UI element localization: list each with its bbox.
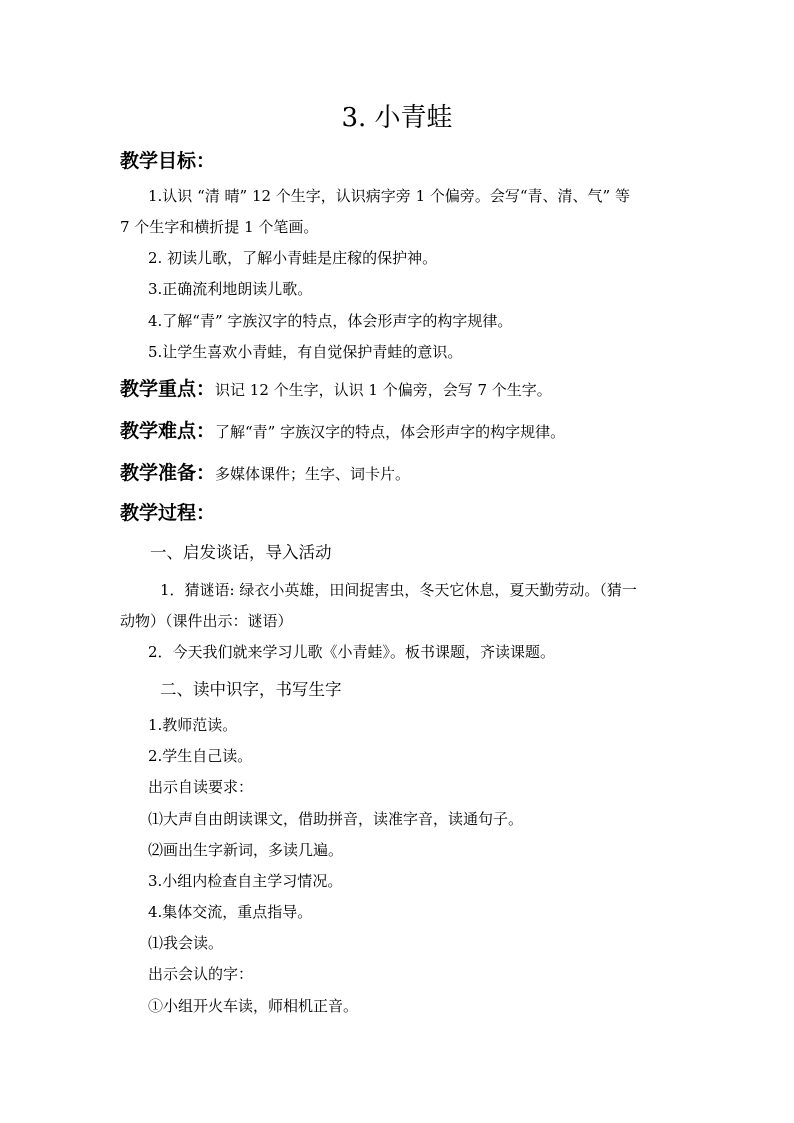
- process-heading: 教学过程：: [120, 502, 216, 524]
- objective-4: 4.了解“青” 字族汉字的特点，体会形声字的构字规律。: [148, 312, 513, 330]
- process-s2-item-2: 2.学生自己读。: [148, 747, 253, 765]
- objective-1-line-2: 7 个生字和横折提 1 个笔画。: [120, 218, 319, 236]
- process-section-1: 一、启发谈话，导入活动: [150, 543, 332, 562]
- key-points-heading: 教学重点：: [120, 378, 216, 400]
- process-s2-requirements-label: 出示自读要求：: [148, 778, 254, 796]
- process-s1-item-2: 2．今天我们就来学习儿歌《小青蛙》。板书课题，齐读课题。: [148, 643, 556, 661]
- preparation-row: [120, 460, 410, 487]
- process-section-2: 二、读中识字，书写生字: [160, 680, 342, 699]
- difficulties-row: [120, 418, 565, 445]
- process-s2-item-4: 4.集体交流，重点指导。: [148, 903, 313, 921]
- objectives-heading: 教学目标：: [120, 150, 216, 172]
- process-s2-circle-item-1: ①小组开火车读，师相机正音。: [148, 997, 359, 1015]
- process-s2-requirement-1: ⑴大声自由朗读课文，借助拼音，读准字音，读通句子。: [148, 810, 524, 828]
- difficulties-content: 了解“青” 字族汉字的特点，体会形声字的构字规律。: [215, 423, 566, 441]
- process-s2-sub-1: ⑴我会读。: [148, 934, 224, 952]
- process-s1-item-1-line-1: 1．猜谜语: 绿衣小英雄，田间捉害虫，冬天它休息，夏天勤劳动。（猜一: [160, 581, 637, 599]
- process-s2-requirement-2: ⑵画出生字新词，多读几遍。: [148, 841, 344, 859]
- key-points-content: 识记 12 个生字，认识 1 个偏旁，会写 7 个生字。: [215, 381, 552, 399]
- objective-5: 5.让学生喜欢小青蛙，有自觉保护青蛙的意识。: [148, 343, 463, 361]
- process-s2-show-label: 出示会认的字：: [148, 965, 254, 983]
- preparation-content: 多媒体课件；生字、词卡片。: [215, 465, 411, 483]
- process-s2-item-3: 3.小组内检查自主学习情况。: [148, 872, 343, 890]
- objective-1-line-1: 1.认识 “清 晴” 12 个生字，认识病字旁 1 个偏旁。会写“青、清、气” 等: [148, 187, 630, 205]
- process-s2-item-1: 1.教师范读。: [148, 716, 238, 734]
- preparation-heading: 教学准备：: [120, 462, 216, 484]
- page-title: 3. 小青蛙: [341, 103, 453, 133]
- difficulties-heading: 教学难点：: [120, 420, 216, 442]
- objective-3: 3.正确流利地朗读儿歌。: [148, 280, 313, 298]
- key-points-row: [120, 376, 552, 403]
- process-s1-item-1-line-2: 动物）（课件出示：谜语）: [120, 612, 293, 630]
- objective-2: 2. 初读儿歌，了解小青蛙是庄稼的保护神。: [148, 249, 438, 267]
